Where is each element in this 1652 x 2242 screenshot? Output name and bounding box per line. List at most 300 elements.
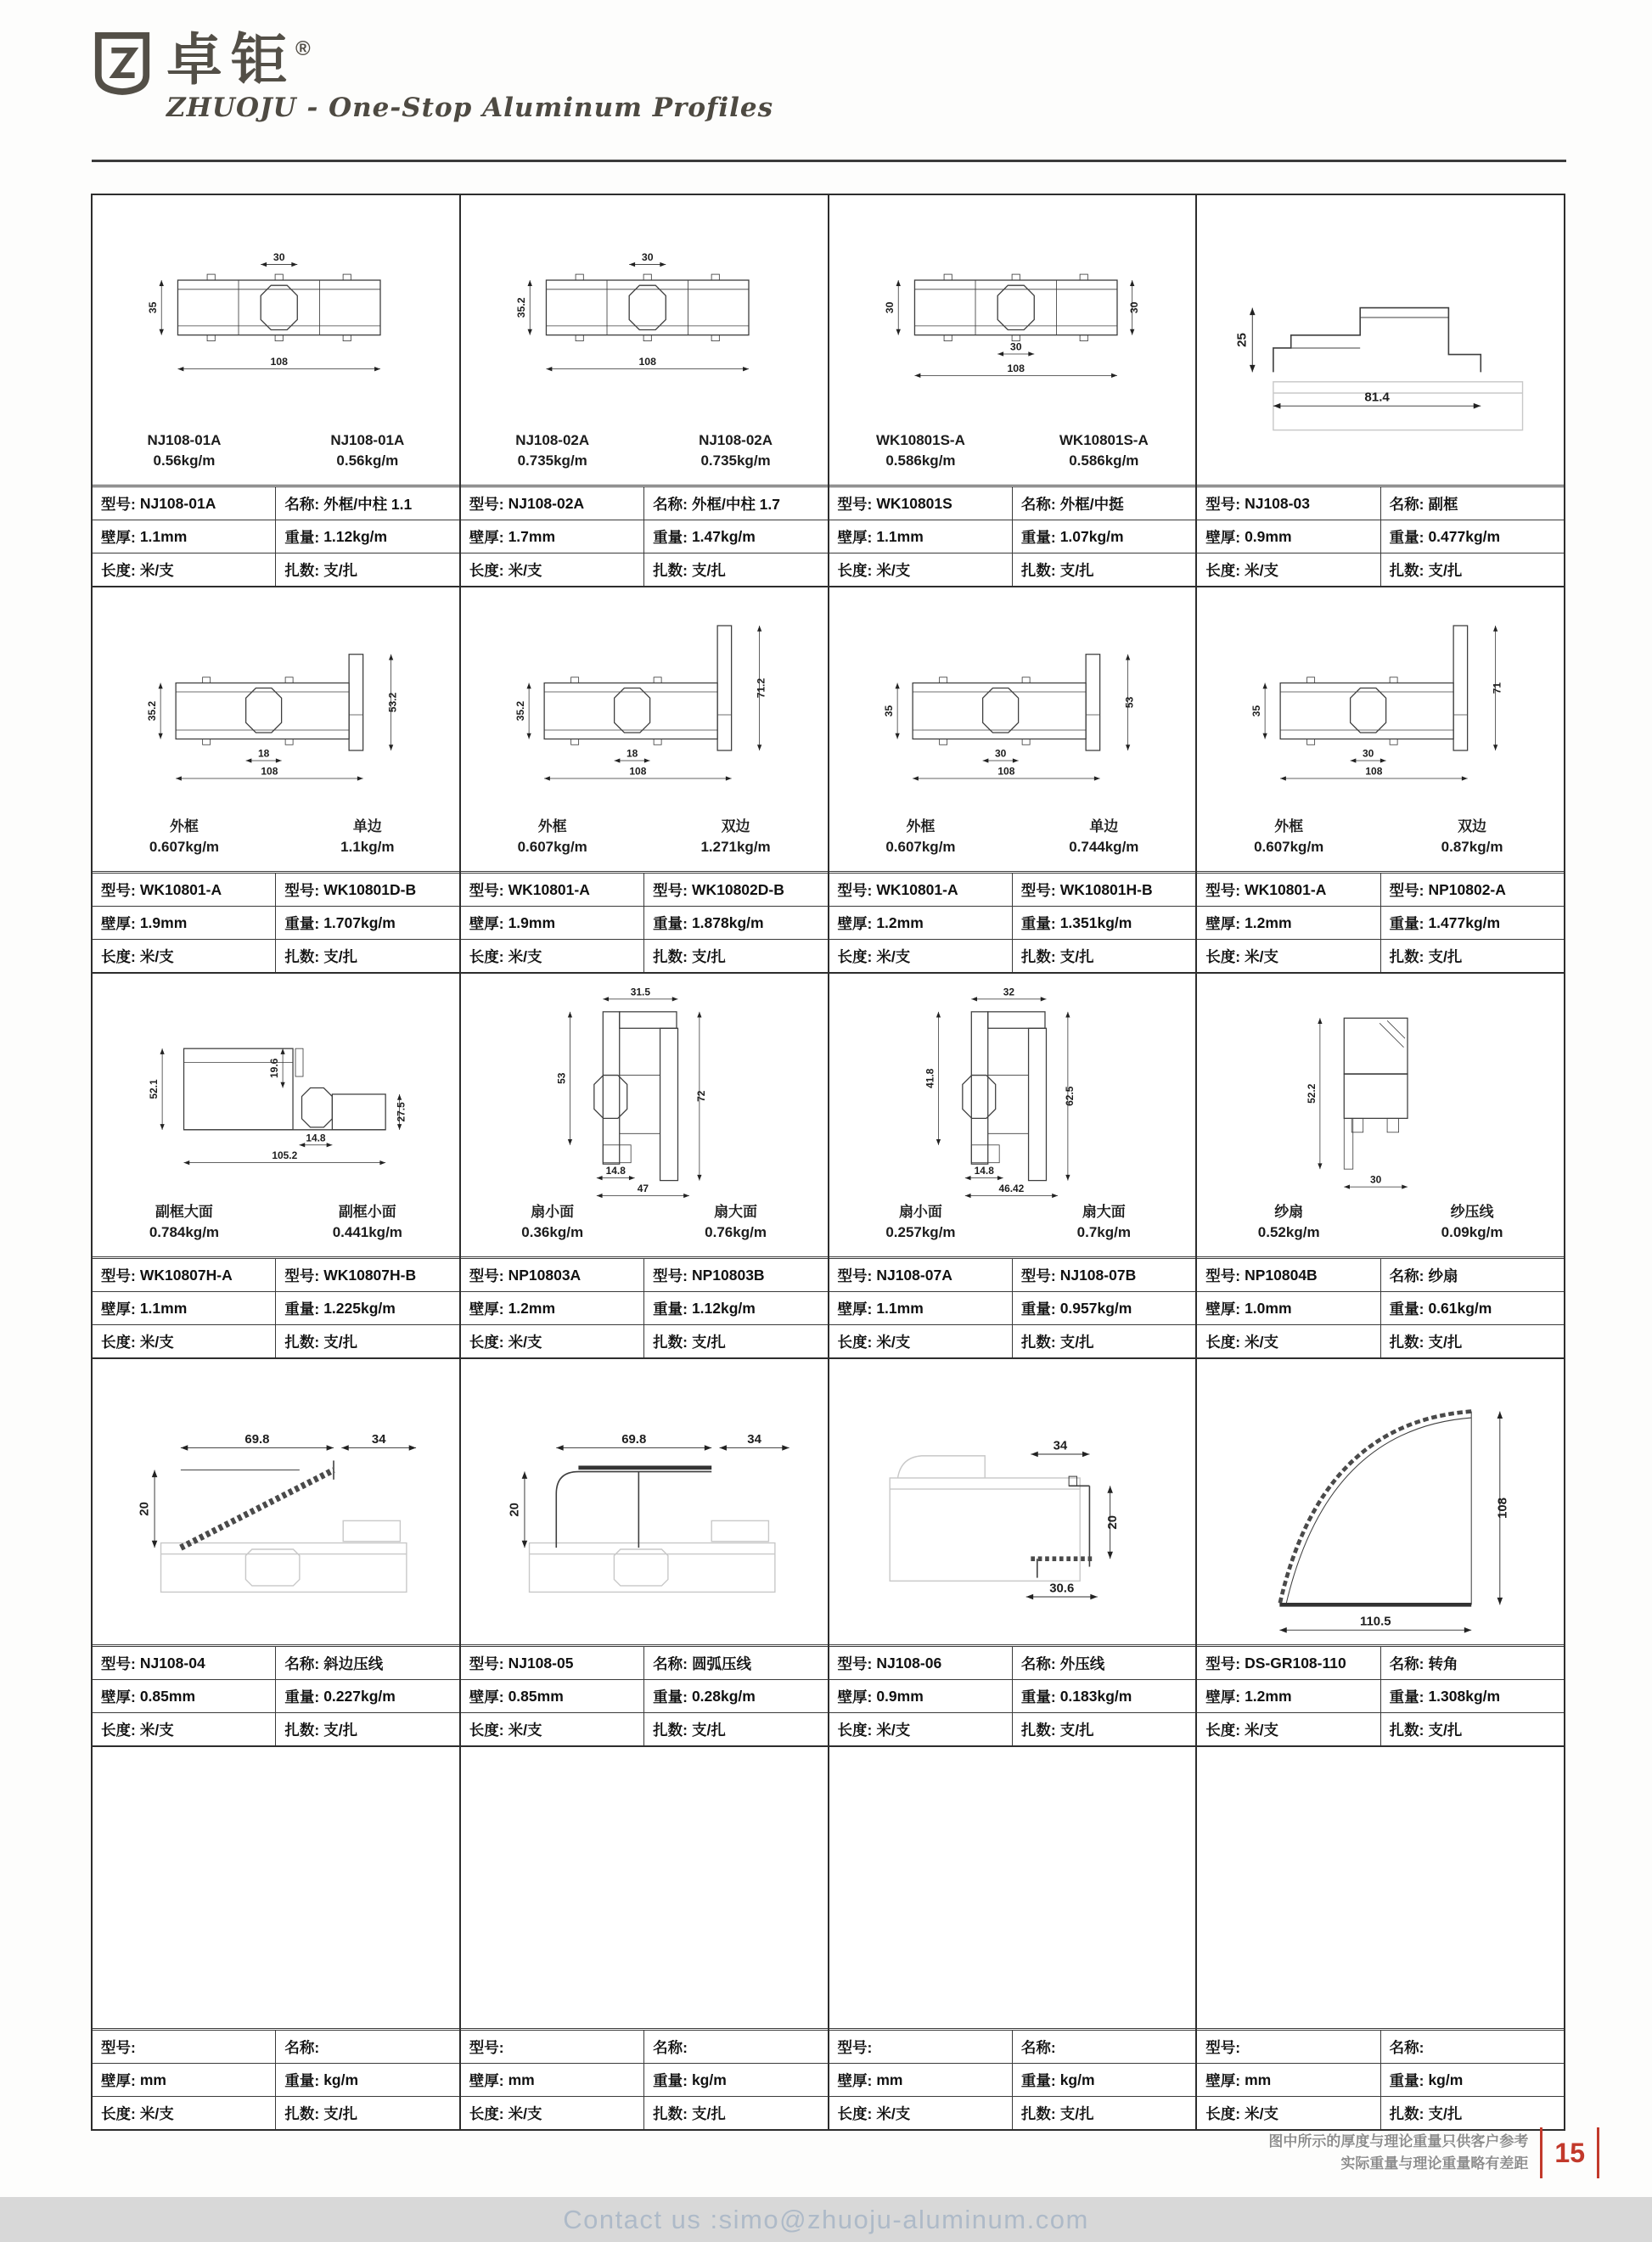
- drawing-captions: [829, 430, 1196, 485]
- spec-row: [1197, 907, 1564, 940]
- spec-label: 扎数:: [284, 2104, 320, 2122]
- spec-label: 长度:: [837, 561, 873, 579]
- spec-value: 支/扎: [1059, 1721, 1094, 1739]
- spec-value: 0.61kg/m: [1428, 1299, 1492, 1317]
- profile-cell-r4c3: [829, 1359, 1198, 1745]
- footer-note-line1: 图中所示的厚度与理论重量只供客户参考: [1268, 2132, 1529, 2149]
- spec-cell: [644, 1713, 827, 1745]
- caption-title: NJ108-01A: [330, 432, 405, 448]
- caption-weight: 0.607kg/m: [149, 838, 220, 855]
- spec-label: 重量:: [1020, 1300, 1056, 1318]
- svg-text:34: 34: [1053, 1438, 1067, 1453]
- spec-cell: [644, 907, 827, 939]
- svg-text:30: 30: [273, 250, 285, 263]
- spec-value: NJ108-07A: [876, 1266, 952, 1284]
- spec-row: [1197, 2097, 1564, 2129]
- spec-value: kg/m: [1059, 2071, 1095, 2088]
- spec-table: [93, 1256, 459, 1357]
- spec-cell: [829, 1325, 1013, 1357]
- spec-cell: [1197, 1647, 1380, 1679]
- spec-label: 重量:: [284, 528, 320, 546]
- spec-cell: [93, 1647, 276, 1679]
- drawing-captions: [93, 1202, 459, 1256]
- spec-label: 型号:: [469, 881, 504, 899]
- spec-row: [1197, 2031, 1564, 2064]
- spec-cell: [93, 1259, 276, 1291]
- spec-label: 型号:: [101, 1655, 136, 1672]
- spec-label: 扎数:: [1020, 1333, 1056, 1351]
- spec-label: 重量:: [284, 2071, 320, 2089]
- spec-value: 米/支: [876, 1721, 911, 1739]
- drawing-captions: [461, 430, 828, 485]
- profile-cell-r4c1: [93, 1359, 461, 1745]
- profile-drawing-svg: [461, 587, 828, 817]
- spec-label: 壁厚:: [469, 914, 504, 932]
- caption-weight: 0.52kg/m: [1257, 1223, 1320, 1240]
- spec-value: 1.47kg/m: [691, 527, 756, 545]
- caption-title: 双边: [1458, 818, 1487, 834]
- page-number-bar-left: [1540, 2127, 1542, 2178]
- spec-value: 外框/中挺: [1059, 495, 1124, 513]
- svg-text:108: 108: [638, 356, 656, 368]
- spec-cell: [829, 940, 1013, 972]
- drawing-captions: [829, 1202, 1196, 1256]
- spec-value: kg/m: [1428, 2071, 1464, 2088]
- spec-value: 1.2mm: [876, 913, 924, 931]
- spec-value: WK10801D-B: [323, 880, 417, 898]
- spec-label: 重量:: [653, 1688, 688, 1705]
- drawing-captions: [93, 817, 459, 871]
- spec-cell: [461, 2064, 644, 2096]
- footer-note-line2: 实际重量与理论重量略有差距: [1340, 2155, 1529, 2172]
- spec-value: 米/支: [139, 2104, 174, 2122]
- spec-row: [1197, 1292, 1564, 1325]
- spec-value: NP10802-A: [1428, 880, 1506, 898]
- svg-text:53.2: 53.2: [386, 692, 399, 713]
- spec-value: 0.9mm: [876, 1687, 924, 1705]
- spec-label: 扎数:: [653, 947, 688, 965]
- spec-cell: [461, 520, 644, 553]
- svg-text:71: 71: [1491, 682, 1503, 694]
- spec-row: [93, 940, 459, 972]
- svg-text:14.8: 14.8: [605, 1165, 626, 1177]
- profile-cell-r3c1: [93, 974, 461, 1357]
- spec-label: 型号:: [1205, 881, 1241, 899]
- caption: [276, 1202, 459, 1256]
- profile-drawing-svg: [829, 195, 1196, 430]
- spec-value: 支/扎: [323, 947, 358, 965]
- spec-row: [93, 874, 459, 907]
- spec-label: 扎数:: [653, 561, 688, 579]
- caption-weight: 0.56kg/m: [153, 452, 216, 469]
- spec-row: [93, 520, 459, 553]
- spec-label: 型号:: [1205, 1267, 1241, 1284]
- spec-label: 型号:: [101, 2038, 136, 2056]
- caption-weight: 0.607kg/m: [517, 838, 587, 855]
- spec-value: WK10801H-B: [1059, 880, 1153, 898]
- spec-label: 扎数:: [1020, 1721, 1056, 1739]
- spec-label: 扎数:: [284, 1721, 320, 1739]
- spec-table: [1197, 1256, 1564, 1357]
- spec-value: 米/支: [1245, 2104, 1278, 2122]
- svg-text:18: 18: [257, 747, 270, 760]
- spec-value: 0.85mm: [139, 1687, 196, 1705]
- caption: [1380, 817, 1564, 871]
- spec-label: 壁厚:: [101, 1688, 136, 1705]
- spec-value: 支/扎: [1059, 561, 1094, 579]
- spec-label: 重量:: [1389, 528, 1424, 546]
- spec-label: 长度:: [469, 2104, 504, 2122]
- spec-row: [93, 1325, 459, 1357]
- spec-value: kg/m: [691, 2071, 727, 2088]
- spec-label: 重量:: [1020, 2071, 1056, 2089]
- spec-label: 长度:: [469, 1721, 504, 1739]
- spec-cell: [93, 487, 276, 520]
- spec-label: 重量:: [1020, 914, 1056, 932]
- spec-cell: [1197, 2097, 1380, 2129]
- spec-cell: [829, 1292, 1013, 1324]
- spec-cell: [276, 907, 458, 939]
- profile-drawing: [1197, 974, 1564, 1202]
- spec-row: [461, 520, 828, 553]
- spec-value: 1.12kg/m: [323, 527, 388, 545]
- spec-label: 壁厚:: [101, 528, 136, 546]
- spec-label: 重量:: [653, 914, 688, 932]
- caption-title: 单边: [352, 818, 382, 834]
- spec-label: 型号:: [469, 1267, 504, 1284]
- spec-row: [829, 907, 1196, 940]
- svg-text:27.5: 27.5: [395, 1102, 407, 1122]
- caption-weight: 0.87kg/m: [1441, 838, 1503, 855]
- spec-cell: [461, 1259, 644, 1291]
- caption-weight: 0.441kg/m: [332, 1223, 402, 1240]
- svg-text:14.8: 14.8: [974, 1165, 994, 1177]
- brand-row: [92, 28, 1566, 124]
- spec-value: 1.1mm: [876, 1299, 924, 1317]
- spec-cell: [644, 1292, 827, 1324]
- spec-cell: [461, 1292, 644, 1324]
- spec-label: 扎数:: [1389, 1721, 1424, 1739]
- svg-text:18: 18: [626, 747, 638, 760]
- svg-text:105.2: 105.2: [272, 1149, 298, 1162]
- svg-text:19.6: 19.6: [268, 1058, 281, 1078]
- spec-row: [829, 874, 1196, 907]
- spec-cell: [276, 1713, 458, 1745]
- spec-value: 1.2mm: [1245, 913, 1292, 931]
- spec-value: 米/支: [1245, 1721, 1278, 1739]
- page-number-bar-right: [1597, 2127, 1599, 2178]
- spec-row: [93, 907, 459, 940]
- spec-value: 米/支: [508, 2104, 542, 2122]
- spec-cell: [93, 940, 276, 972]
- svg-text:69.8: 69.8: [621, 1431, 647, 1447]
- caption: [276, 430, 459, 485]
- profile-cell-r5c2: [461, 1747, 829, 2129]
- caption: [644, 430, 828, 485]
- spec-value: 米/支: [508, 947, 542, 965]
- spec-cell: [829, 2097, 1013, 2129]
- spec-row: [829, 1292, 1196, 1325]
- spec-value: NJ108-06: [876, 1654, 942, 1672]
- spec-label: 壁厚:: [101, 2071, 136, 2089]
- spec-cell: [93, 2097, 276, 2129]
- spec-value: 0.85mm: [508, 1687, 564, 1705]
- spec-value: 米/支: [508, 1721, 542, 1739]
- profile-drawing: [829, 974, 1196, 1202]
- spec-label: 长度:: [101, 1721, 136, 1739]
- spec-value: 支/扎: [1428, 1333, 1463, 1351]
- spec-cell: [1381, 1713, 1564, 1745]
- spec-cell: [829, 2031, 1013, 2063]
- spec-label: 型号:: [469, 495, 504, 513]
- spec-value: WK10807H-A: [139, 1266, 233, 1284]
- profile-drawing: [829, 1747, 1196, 2028]
- svg-text:30: 30: [1370, 1173, 1382, 1186]
- spec-cell: [93, 1292, 276, 1324]
- spec-row: [93, 1680, 459, 1713]
- spec-label: 型号:: [101, 495, 136, 513]
- spec-label: 重量:: [653, 528, 688, 546]
- spec-value: mm: [508, 2071, 535, 2088]
- svg-text:20: 20: [137, 1502, 152, 1516]
- svg-text:53: 53: [1123, 696, 1136, 709]
- spec-cell: [93, 2031, 276, 2063]
- svg-text:30: 30: [1363, 747, 1374, 760]
- spec-cell: [276, 2031, 458, 2063]
- spec-cell: [644, 487, 827, 520]
- caption: [93, 1202, 276, 1256]
- svg-text:71.2: 71.2: [755, 677, 767, 699]
- spec-cell: [276, 2097, 458, 2129]
- caption: [461, 817, 644, 871]
- caption: [461, 430, 644, 485]
- spec-label: 壁厚:: [1205, 528, 1241, 546]
- spec-label: 壁厚:: [837, 2071, 873, 2089]
- svg-text:35: 35: [147, 301, 160, 314]
- spec-label: 长度:: [837, 1333, 873, 1351]
- caption-title: 外框: [906, 818, 936, 834]
- spec-value: 米/支: [1245, 947, 1278, 965]
- spec-cell: [1381, 940, 1564, 972]
- spec-cell: [829, 2064, 1013, 2096]
- spec-label: 型号:: [837, 1267, 873, 1284]
- spec-cell: [644, 2097, 827, 2129]
- spec-value: 支/扎: [691, 2104, 726, 2122]
- spec-value: 0.28kg/m: [691, 1687, 756, 1705]
- drawing-captions: [829, 817, 1196, 871]
- spec-label: 扎数:: [284, 561, 320, 579]
- spec-cell: [644, 940, 827, 972]
- spec-label: 型号:: [101, 881, 136, 899]
- spec-row: [829, 2064, 1196, 2097]
- profile-cell-r2c3: [829, 587, 1198, 972]
- spec-table: [1197, 2028, 1564, 2129]
- profile-drawing-svg: [1197, 1359, 1564, 1644]
- spec-value: 圆弧压线: [691, 1655, 751, 1672]
- caption-title: 纱压线: [1450, 1204, 1494, 1220]
- svg-text:108: 108: [1006, 362, 1025, 374]
- svg-text:20: 20: [1104, 1514, 1120, 1530]
- caption: [829, 430, 1013, 485]
- spec-cell: [1381, 487, 1564, 520]
- profile-row-2: [93, 587, 1564, 974]
- spec-label: 型号:: [101, 1267, 136, 1284]
- spec-value: 支/扎: [323, 2104, 358, 2122]
- profile-drawing: [93, 1747, 459, 2028]
- spec-table: [461, 871, 828, 972]
- profile-drawing-svg: [461, 1359, 828, 1644]
- spec-label: 扎数:: [653, 2104, 688, 2122]
- spec-row: [461, 1647, 828, 1680]
- spec-cell: [93, 520, 276, 553]
- header: [92, 28, 1566, 124]
- spec-row: [1197, 520, 1564, 553]
- spec-label: 长度:: [1205, 1333, 1241, 1351]
- spec-value: 转角: [1428, 1655, 1458, 1672]
- spec-cell: [1013, 1713, 1195, 1745]
- spec-cell: [644, 1325, 827, 1357]
- caption-title: 扇小面: [898, 1204, 942, 1220]
- spec-row: [461, 874, 828, 907]
- brand-name-block: [166, 28, 774, 124]
- spec-cell: [1381, 1259, 1564, 1291]
- svg-text:81.4: 81.4: [1364, 390, 1391, 405]
- caption: [644, 817, 828, 871]
- spec-label: 壁厚:: [837, 1688, 873, 1705]
- caption-title: 扇小面: [531, 1204, 575, 1220]
- spec-value: 米/支: [508, 561, 542, 579]
- svg-text:14.8: 14.8: [306, 1132, 326, 1144]
- spec-table: [93, 1644, 459, 1745]
- spec-cell: [276, 1259, 458, 1291]
- spec-row: [461, 487, 828, 520]
- svg-text:25: 25: [1234, 333, 1250, 347]
- profile-cell-r2c1: [93, 587, 461, 972]
- profile-drawing: [93, 195, 459, 430]
- profile-cell-r5c1: [93, 1747, 461, 2129]
- profile-row-3: [93, 974, 1564, 1359]
- spec-cell: [1197, 520, 1380, 553]
- spec-cell: [1197, 553, 1380, 586]
- spec-cell: [1197, 487, 1380, 520]
- spec-cell: [1381, 1647, 1564, 1679]
- profile-drawing: [93, 974, 459, 1202]
- spec-label: 壁厚:: [469, 1688, 504, 1705]
- spec-cell: [829, 907, 1013, 939]
- spec-label: 长度:: [1205, 561, 1241, 579]
- spec-row: [829, 1325, 1196, 1357]
- spec-cell: [829, 487, 1013, 520]
- profile-cell-r2c2: [461, 587, 829, 972]
- spec-row: [93, 553, 459, 586]
- spec-row: [461, 1259, 828, 1292]
- spec-table: [1197, 485, 1564, 586]
- spec-cell: [1013, 940, 1195, 972]
- svg-text:72: 72: [694, 1090, 707, 1102]
- spec-cell: [93, 2064, 276, 2096]
- spec-label: 长度:: [837, 1721, 873, 1739]
- spec-table: [1197, 1644, 1564, 1745]
- spec-row: [1197, 874, 1564, 907]
- caption: [1012, 430, 1195, 485]
- caption: [1197, 1202, 1380, 1256]
- spec-row: [461, 907, 828, 940]
- spec-label: 扎数:: [284, 947, 320, 965]
- caption: [1197, 817, 1380, 871]
- spec-row: [829, 940, 1196, 972]
- spec-label: 长度:: [469, 1333, 504, 1351]
- spec-value: NP10803A: [508, 1266, 582, 1284]
- spec-value: 1.0mm: [1245, 1299, 1292, 1317]
- profile-drawing-svg: [93, 1359, 459, 1644]
- spec-label: 型号:: [1389, 881, 1424, 899]
- spec-cell: [276, 1680, 458, 1712]
- spec-label: 长度:: [469, 947, 504, 965]
- spec-value: NJ108-02A: [508, 494, 585, 512]
- spec-cell: [276, 1647, 458, 1679]
- spec-value: 1.1mm: [139, 1299, 188, 1317]
- spec-value: 1.07kg/m: [1059, 527, 1124, 545]
- profile-row-5: [93, 1747, 1564, 2129]
- svg-text:41.8: 41.8: [923, 1068, 936, 1088]
- spec-value: WK10807H-B: [323, 1266, 417, 1284]
- caption-weight: 0.09kg/m: [1441, 1223, 1503, 1240]
- profile-cell-r1c3: [829, 195, 1198, 586]
- spec-cell: [276, 940, 458, 972]
- svg-text:108: 108: [1365, 765, 1383, 778]
- spec-label: 重量:: [1020, 1688, 1056, 1705]
- spec-cell: [1197, 940, 1380, 972]
- spec-cell: [1197, 907, 1380, 939]
- spec-label: 壁厚:: [1205, 914, 1241, 932]
- spec-label: 扎数:: [1389, 561, 1424, 579]
- spec-label: 壁厚:: [469, 1300, 504, 1318]
- spec-row: [829, 487, 1196, 520]
- spec-row: [829, 1680, 1196, 1713]
- spec-label: 壁厚:: [837, 914, 873, 932]
- spec-value: 支/扎: [323, 1333, 358, 1351]
- svg-text:30: 30: [994, 747, 1006, 760]
- profile-drawing-svg: [461, 974, 828, 1202]
- spec-cell: [461, 1680, 644, 1712]
- contact-bar: [0, 2197, 1652, 2242]
- svg-text:108: 108: [261, 765, 278, 778]
- spec-cell: [644, 1680, 827, 1712]
- caption-weight: 0.607kg/m: [885, 838, 956, 855]
- spec-label: 名称:: [1020, 1655, 1056, 1672]
- spec-label: 型号:: [837, 2038, 873, 2056]
- spec-cell: [461, 1647, 644, 1679]
- spec-value: kg/m: [323, 2071, 359, 2088]
- spec-table: [829, 871, 1196, 972]
- spec-value: 米/支: [876, 2104, 911, 2122]
- brand-logo-icon: [92, 31, 153, 95]
- spec-cell: [1381, 1292, 1564, 1324]
- spec-value: 米/支: [139, 1721, 174, 1739]
- spec-row: [1197, 1680, 1564, 1713]
- spec-row: [829, 2031, 1196, 2064]
- spec-value: 支/扎: [323, 1721, 358, 1739]
- spec-value: 米/支: [1245, 1333, 1278, 1351]
- spec-row: [829, 1647, 1196, 1680]
- caption-weight: 0.735kg/m: [517, 452, 587, 469]
- spec-value: 支/扎: [691, 1721, 726, 1739]
- spec-cell: [1013, 1325, 1195, 1357]
- spec-value: NJ108-07B: [1059, 1266, 1137, 1284]
- spec-row: [461, 2097, 828, 2129]
- spec-label: 型号:: [1205, 1655, 1241, 1672]
- profile-drawing-svg: [1197, 587, 1564, 817]
